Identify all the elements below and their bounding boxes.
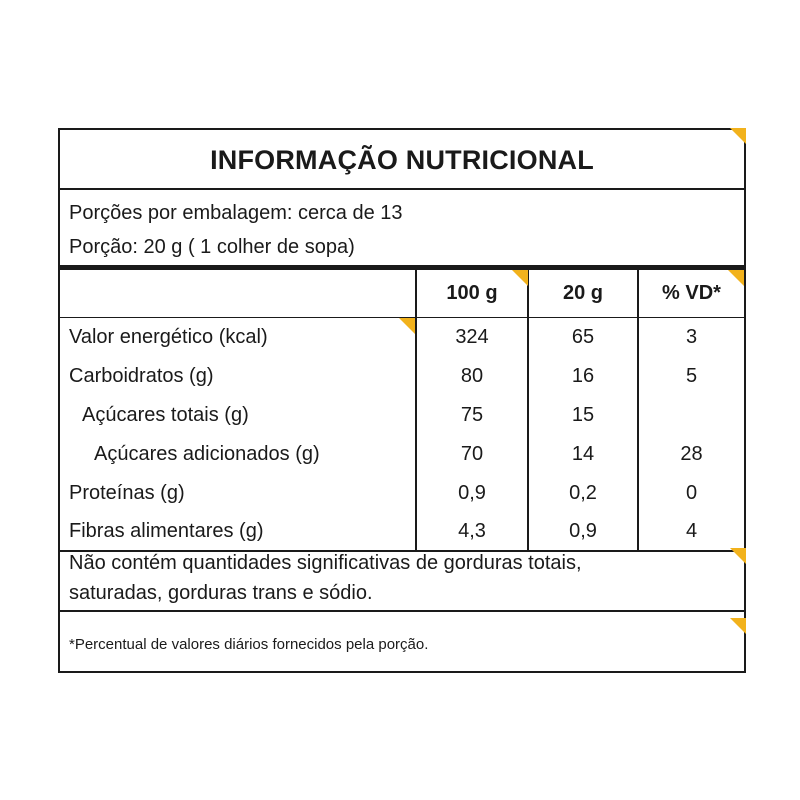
nutrient-name: Açúcares totais (g): [82, 404, 249, 426]
value-per-100g: 75: [416, 396, 528, 435]
header-nutrient: [60, 270, 416, 317]
value-vd: 3: [638, 317, 744, 357]
table-row: [60, 435, 744, 474]
header-vd: [638, 270, 744, 317]
serving-size: Porção: 20 g ( 1 colher de sopa): [69, 236, 355, 258]
value-per-20g: 14: [528, 435, 638, 474]
table-row: [60, 317, 744, 357]
value-per-100g: 70: [416, 435, 528, 474]
value-per-20g: 16: [528, 357, 638, 396]
label-title: INFORMAÇÃO NUTRICIONAL: [60, 130, 744, 190]
note-line-1: Não contém quantidades significativas de gorduras totais,: [69, 552, 582, 574]
header-per-20g: 20 g: [528, 270, 638, 317]
corner-accent-icon: [728, 270, 744, 286]
value-per-100g: 80: [416, 357, 528, 396]
corner-accent-icon: [730, 128, 746, 144]
corner-accent-icon: [730, 548, 746, 564]
table-row: [60, 357, 744, 396]
header-vd-label: % VD*: [662, 281, 721, 304]
value-per-20g: 15: [528, 396, 638, 435]
value-per-20g: 0,2: [528, 474, 638, 513]
servings-per-package: Porções por embalagem: cerca de 13: [69, 202, 403, 224]
value-per-20g: 65: [528, 317, 638, 357]
nutrient-name: [60, 317, 416, 357]
value-per-20g: 0,9: [528, 513, 638, 551]
nutrient-name-text: Valor energético (kcal): [69, 325, 268, 348]
nutrition-facts-label: [58, 128, 746, 673]
footnote: *Percentual de valores diários fornecidos pela porção.: [69, 636, 429, 653]
corner-accent-icon: [512, 270, 528, 286]
table-row: [60, 474, 744, 513]
serving-info: [60, 190, 744, 270]
value-per-100g: 4,3: [416, 513, 528, 551]
nutrient-name: Fibras alimentares (g): [60, 513, 416, 551]
value-per-100g: 0,9: [416, 474, 528, 513]
nutrition-table: [60, 270, 744, 552]
value-vd: 4: [638, 513, 744, 551]
note-line-2: saturadas, gorduras trans e sódio.: [69, 582, 373, 604]
corner-accent-icon: [730, 618, 746, 634]
table-header-row: [60, 270, 744, 317]
nutrition-note: [60, 544, 744, 612]
value-per-100g: 324: [416, 317, 528, 357]
value-vd: 28: [638, 435, 744, 474]
value-vd: [638, 396, 744, 435]
header-per-100g-label: 100 g: [446, 281, 498, 304]
nutrient-name: Carboidratos (g): [69, 365, 214, 387]
value-vd: 0: [638, 474, 744, 513]
value-vd: 5: [638, 357, 744, 396]
corner-accent-icon: [399, 318, 415, 334]
table-row: [60, 396, 744, 435]
header-per-100g: [416, 270, 528, 317]
nutrient-name: Proteínas (g): [69, 482, 185, 504]
nutrient-name: Açúcares adicionados (g): [94, 443, 320, 465]
